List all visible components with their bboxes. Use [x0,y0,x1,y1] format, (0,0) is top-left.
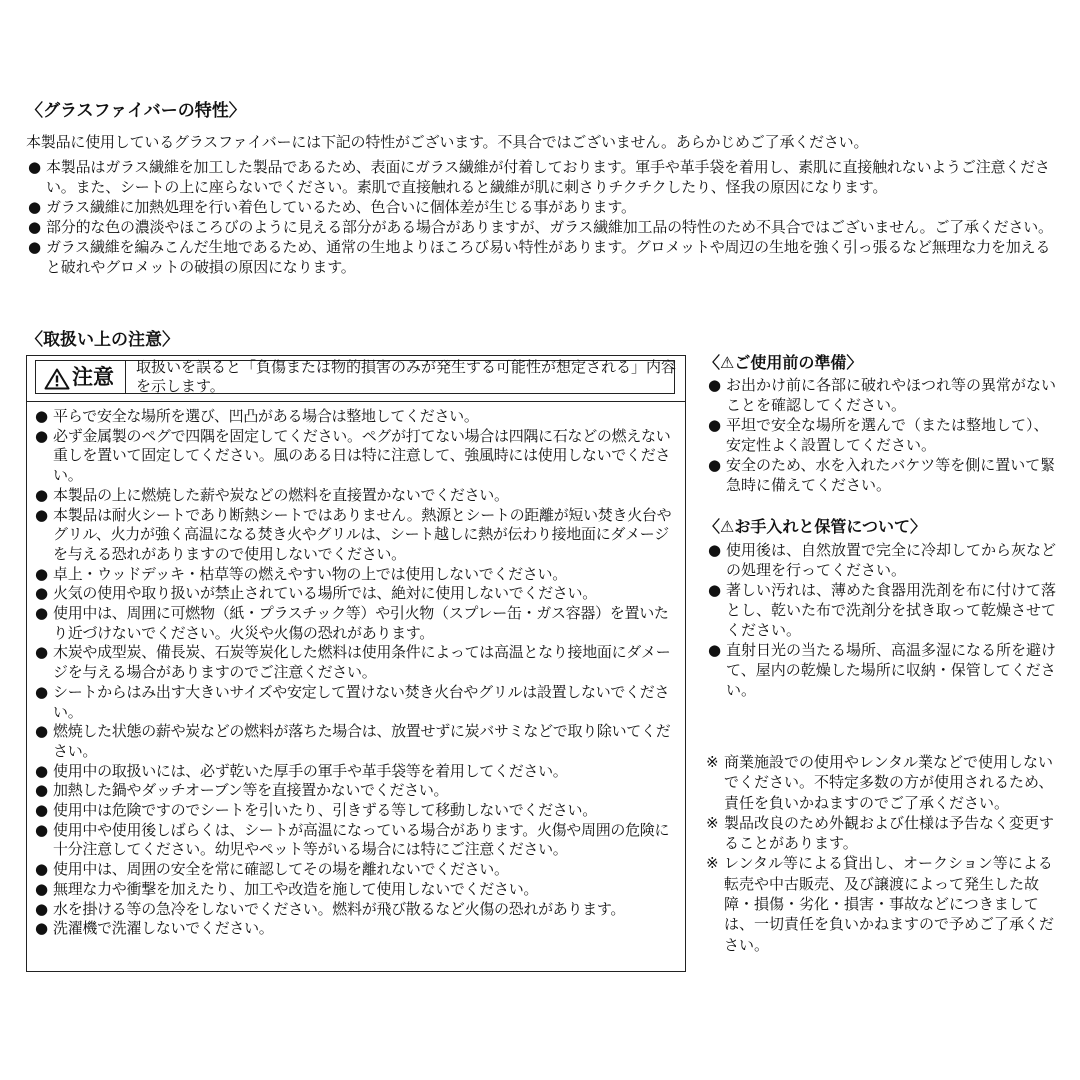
list-item: ● 本製品は耐火シートであり断熱シートではありません。熱源とシートの距離が短い焚き火台やグリル、火力が強く高温になる焚き火やグリルは、シート越しに熱が伝わり接地面にダメージを与える恐れがありますので使用しないでください。 [35,506,681,565]
list-item: ● ガラス繊維に加熱処理を行い着色しているため、色合いに個体差が生じる事があります。 [28,197,1058,217]
warning-triangle-icon [44,368,70,390]
list-item: ● 本製品はガラス繊維を加工した製品であるため、表面にガラス繊維が付着しております。軍手や革手袋を着用し、素肌に直接触れないようご注意ください。また、シートの上に座らないでください。素肌で直接触れると繊維が肌に刺さりチクチクしたり、怪我の原因になります。 [28,157,1058,197]
list-item: ● 直射日光の当たる場所、高温多湿になる所を避けて、屋内の乾燥した場所に収納・保管してください。 [708,640,1056,700]
list-item: ● 平らで安全な場所を選び、凹凸がある場合は整地してください。 [35,407,681,427]
prep-section-title: 〈⚠ご使用前の準備〉 [704,353,863,372]
list-item: ● ガラス繊維を編みこんだ生地であるため、通常の生地よりほころび易い特性があります。グロメットや周辺の生地を強く引っ張るなど無理な力を加えると破れやグロメットの破損の原因になります。 [28,237,1058,277]
list-item: ● 安全のため、水を入れたバケツ等を側に置いて緊急時に備えてください。 [708,455,1056,495]
list-item: ● 使用中は、周囲の安全を常に確認してその場を離れないでください。 [35,860,681,880]
list-item: ● 木炭や成型炭、備長炭、石炭等炭化した燃料は使用条件によっては高温となり接地面にダメージを与える場合がありますのでご注意ください。 [35,643,681,682]
list-item: ● 著しい汚れは、薄めた食器用洗剤を布に付けて落とし、乾いた布で洗剤分を拭き取って乾燥させてください。 [708,580,1056,640]
list-item: ● 洗濯機で洗濯しないでください。 [35,919,681,939]
list-item: ● 使用中や使用後しばらくは、シートが高温になっている場合があります。火傷や周囲の危険に十分注意してください。幼児やペット等がいる場合には特にご注意ください。 [35,821,681,860]
list-item: ● 本製品の上に燃焼した薪や炭などの燃料を直接置かないでください。 [35,486,681,506]
fiber-section-title: 〈グラスファイバーの特性〉 [26,101,246,121]
handling-section-title: 〈取扱い上の注意〉 [26,330,179,350]
caution-header-frame [35,360,675,394]
list-item: ● 必ず金属製のペグで四隅を固定してください。ペグが打てない場合は四隅に石などの燃えない重しを置いて固定してください。風のある日は特に注意して、強風時には使用しないでください。 [35,427,681,486]
caution-badge [36,361,126,393]
list-item: ● 火気の使用や取り扱いが禁止されている場所では、絶対に使用しないでください。 [35,584,681,604]
list-item: ● 部分的な色の濃淡やほころびのように見える部分がある場合がありますが、ガラス繊維加工品の特性のため不具合ではございません。ご了承ください。 [28,217,1058,237]
list-item: ● 使用後は、自然放置で完全に冷却してから灰などの処理を行ってください。 [708,540,1056,580]
notes [706,752,1056,955]
prep-list [708,375,1056,495]
list-item: ● シートからはみ出す大きいサイズや安定して置けない焚き火台やグリルは設置しないでください。 [35,683,681,722]
list-item: ● 無理な力や衝撃を加えたり、加工や改造を施して使用しないでください。 [35,880,681,900]
caution-label: 注意 [72,365,114,389]
list-item: ● 水を掛ける等の急冷をしないでください。燃料が飛び散るなど火傷の恐れがあります。 [35,900,681,920]
caution-header [27,356,685,402]
note-item: ※ 製品改良のため外観および仕様は予告なく変更することがあります。 [706,813,1055,853]
list-item: ● 使用中は、周囲に可燃物（紙・プラスチック等）や引火物（スプレー缶・ガス容器）を置いたり近づけないでください。火災や火傷の恐れがあります。 [35,604,681,643]
list-item: ● 使用中の取扱いには、必ず乾いた厚手の軍手や革手袋等を着用してください。 [35,762,681,782]
handling-list [35,407,681,939]
fiber-intro: 本製品に使用しているグラスファイバーには下記の特性がございます。不具合ではございません。あらかじめご了承ください。 [26,133,869,151]
list-item: ● お出かけ前に各部に破れやほつれ等の異常がないことを確認してください。 [708,375,1056,415]
list-item: ● 卓上・ウッドデッキ・枯草等の燃えやすい物の上では使用しないでください。 [35,565,681,585]
care-list [708,540,1056,700]
caution-description: 取扱いを誤ると「負傷または物的損害のみが発生する可能性が想定される」内容を示します。 [136,358,677,395]
list-item: ● 燃焼した状態の薪や炭などの燃料が落ちた場合は、放置せずに炭バサミなどで取り除いてください。 [35,722,681,761]
fiber-list [28,157,1058,277]
care-section-title: 〈⚠お手入れと保管について〉 [704,517,927,536]
caution-box [26,355,686,972]
note-item: ※ 商業施設での使用やレンタル業などで使用しないでください。不特定多数の方が使用されるため、責任を負いかねますのでご了承ください。 [706,753,1054,812]
list-item: ● 平坦で安全な場所を選んで（または整地して）、安定性よく設置してください。 [708,415,1056,455]
list-item: ● 使用中は危険ですのでシートを引いたり、引きずる等して移動しないでください。 [35,801,681,821]
list-item: ● 加熱した鍋やダッチオーブン等を直接置かないでください。 [35,781,681,801]
note-item: ※ レンタル等による貸出し、オークション等による転売や中古販売、及び譲渡によって発生した故障・損傷・劣化・損害・事故などにつきましては、一切責任を負いかねますので予めご了承ください。 [706,854,1055,954]
